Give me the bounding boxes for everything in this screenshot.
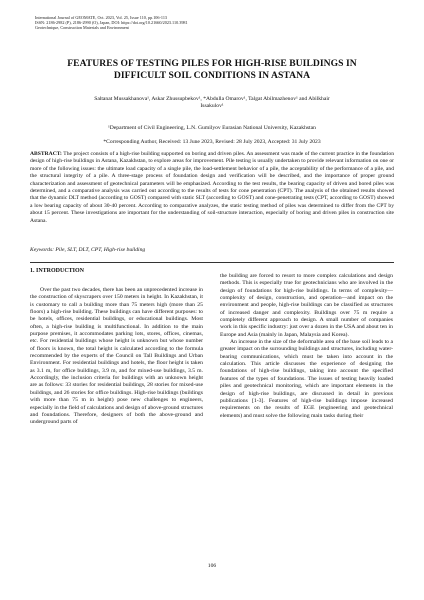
paper-title-line-2: DIFFICULT SOIL CONDITIONS IN ASTANA: [113, 69, 311, 81]
correspondence-dates: *Corresponding Author, Received: 13 June 2023, Revised: 28 July 2023, Accepted: 31 July 2023: [103, 139, 321, 145]
page-number: 106: [207, 563, 217, 569]
intro-paragraph-1: Over the past two decades, there has been an unprecedented increase in the construction of skyscrapers over 150 meters in height. In Kazakhstan, it is customary to call a building more than 75 meters high (more than 25 floors) a high-rise building. These buildings can have different purposes: to be hotels, offices, residential buildings, or educational buildings. Most often, a high-rise building is multifunctional. In addition to the main purpose premises, it accommodates parking lots, stores, offices, cinemas, etc. For residential buildings whose height is unknown but whose number of floors is known, the total height is calculated according to the formula recommended by the experts of the Council on Tall Buildings and Urban Environment. For residential buildings and hotels, the floor height is taken as 3.1 m, for office buildings, 3.9 m, and for mixed-use buildings, 3.5 m. Accordingly, the inclusion criteria for buildings with an unknown height are as follows: 33 stories for residential buildings, 28 stories for mixed-use buildings, and 26 stories for office buildings. High-rise buildings (buildings with more than 75 m in height) pose new challenges to engineers, especially in the field of calculations and design of above-ground structures and foundations. Therefore, designers of both the above-ground and underground parts of: [30, 287, 203, 426]
abstract-text: The project consists of a high-rise building supported on boring and driven piles. An assessment was made of the current practice in the foundation design of high-rise buildings in Astana, Kazakhstan, to explore areas for improvement. Pile testing is usually undertaken to provide relevant information on one or more of the following issues: the ultimate load capacity of a single pile, the load-settlement behavior of a pile, the acceptability of the performance of a pile, and the structural integrity of a pile. A three-stage process of foundation design and verification will be described, and the importance of proper ground characterization and assessment of geotechnical parameters will be emphasized. According to the test results, the bearing capacity of driven and bored piles was determined, and a comparative analysis was carried out according to the results of tests for cone penetration (CPT). The analysis of the obtained results showed that the dynamic DLT method (according to GOST) compared with static SLT (according to GOST) and cone-penetrating tests (CPT, according to GOST) showed a low bearing capacity of about 30-40 percent. According to comparative analyzes, the static testing method of piles was determined to differ from the CPT by about 15 percent. These investigations are important for the understanding of soil-structure interaction, especially of boring and driven piles in construction site Astana.: [30, 151, 394, 224]
section-divider: [30, 262, 394, 263]
author-list-line-2: Issakulov¹: [200, 103, 224, 109]
intro-paragraph-continued: the building are forced to resort to more complex calculations and design methods. This is especially true for geotechnicians who are involved in the design of foundations for high-rise buildings. In terms of complexity—complexity of design, construction, and operation—and impact on the environment and people, high-rise buildings can be classified as structures of increased danger and complexity. Buildings over 75 m require a completely different approach to design. A small number of companies work in this specific industry: just over a dozen in the USA and about ten in Europe and Asia (mainly in Japan, Malaysia and Korea).: [220, 273, 393, 338]
paper-title-line-1: FEATURES OF TESTING PILES FOR HIGH-RISE BUILDINGS IN: [67, 58, 357, 69]
abstract-label: ABSTRACT:: [30, 151, 62, 157]
section-heading-introduction: 1. INTRODUCTION: [30, 268, 85, 274]
journal-citation: International Journal of GEOMATE, Oct. 2023, Vol. 25, Issue 110, pp.106-113: [35, 15, 168, 20]
intro-paragraph-2: An increase in the size of the deformable area of the base soil leads to a greater impact on the surrounding buildings and structures, including water-bearing communications, which must be taken into account in the calculation. This article discusses the experience of designing the foundations of high-rise buildings, taking into account the specified features of the types of foundations. The issues of testing heavily loaded piles and geotechnical monitoring, which are important elements in the design of high-rise buildings, are discussed in detail in previous publications [1-3]. Features of high-rise buildings impose increased requirements on the results of EGE (engineering and geotechnical elements) and must solve the following main tasks during their: [220, 339, 393, 419]
keywords: [30, 247, 394, 254]
keywords-text: Pile, SLT, DLT, CPT, High-rise building: [54, 247, 146, 253]
journal-subject: Geotechnique, Construction Materials and Environment: [35, 25, 129, 31]
right-column: [220, 273, 393, 420]
abstract: [30, 151, 394, 225]
author-list: [40, 96, 384, 110]
left-column: [30, 287, 203, 427]
keywords-label: Keywords:: [30, 247, 55, 253]
journal-issn-doi: ISSN: 2186-2982 (P), 2186-2990 (O), Japan, DOI: https://doi.org/10.21660/2023.110.3981: [35, 20, 188, 26]
affiliation: ¹Department of Civil Engineering, L.N. Gumilyov Eurasian National University, Kazakhstan: [108, 125, 316, 131]
author-list-line-1: Saltanat Mussakhanova¹, Askar Zhussupbekov¹, *Abdulla Omarov¹, Talgat Abilmazhenov¹ and Abilkhair: [94, 96, 330, 102]
journal-header: [35, 15, 395, 31]
paper-title: [30, 58, 394, 81]
